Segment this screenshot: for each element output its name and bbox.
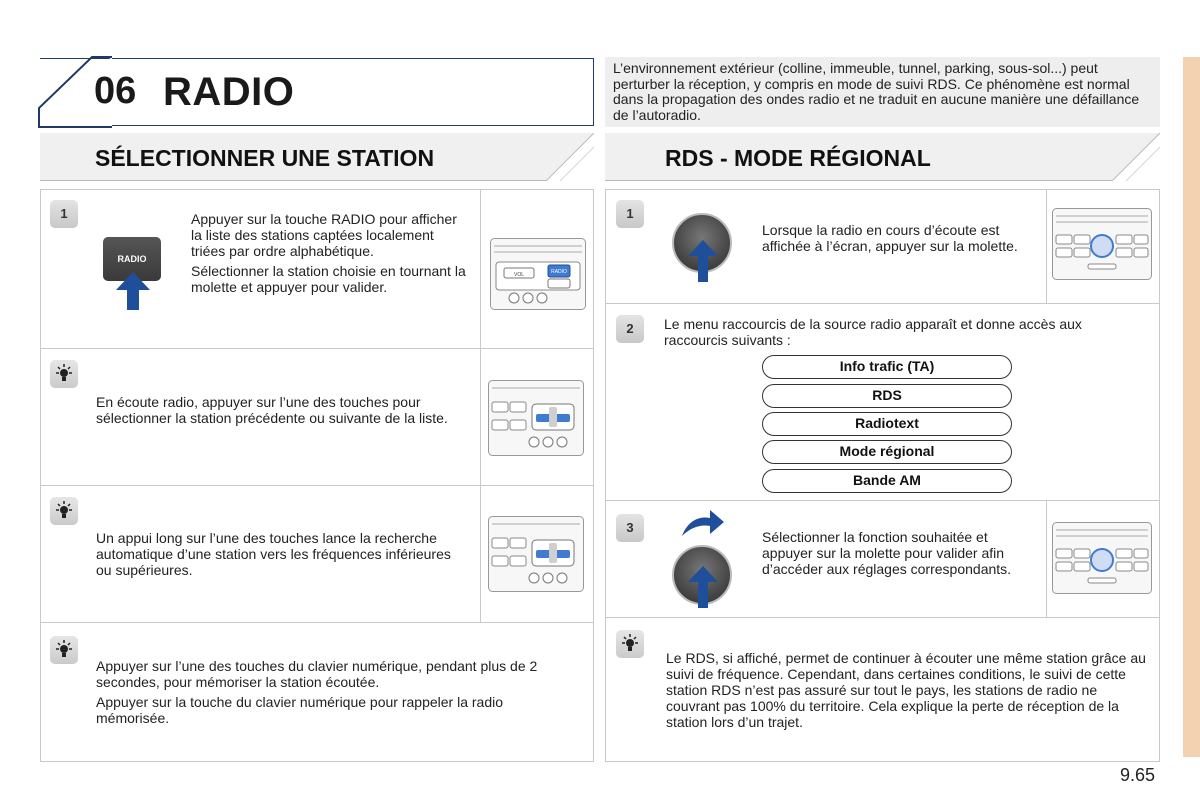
right-step-3-text: Sélectionner la fonction souhaitée et appuyer sur la molette pour valider afin d’accéder aux réglages correspondants. — [762, 529, 1012, 577]
press-arrow-icon — [688, 240, 718, 282]
seek-buttons-image — [488, 516, 584, 592]
left-step-1-para-1: Appuyer sur la touche RADIO pour afficher la liste des stations captées localement triées par ordre alphabétique. — [191, 211, 457, 259]
right-tip-text: Le RDS, si affiché, permet de continuer à écouter une même station grâce au suivi de fréquence. Cependant, dans certaines conditions, le suivi de cette station RDS n’est pas assuré sur tout le pays, les stations de radio ne couvrant pas 100% du territoire. Cela explique la perte de réception de la station lors d’un trajet. — [666, 650, 1146, 730]
seek-buttons-image — [488, 380, 584, 456]
step-1-badge: 1 — [50, 200, 78, 228]
left-section-title: SÉLECTIONNER UNE STATION — [95, 145, 435, 171]
right-step-2-text: Le menu raccourcis de la source radio apparaît et donne accès aux raccourcis suivants : — [664, 316, 1082, 348]
radio-panel-image — [490, 238, 586, 310]
menu-item-bande-am[interactable]: Bande AM — [762, 469, 1012, 493]
lightbulb-icon — [50, 497, 78, 525]
lightbulb-icon — [50, 360, 78, 388]
divider — [40, 485, 594, 486]
radio-panel-image — [1052, 522, 1152, 594]
chapter-title: RADIO — [163, 70, 295, 114]
tip-badge — [50, 497, 78, 525]
lightbulb-icon — [616, 630, 644, 658]
divider — [40, 348, 594, 349]
menu-item-mode-regional[interactable]: Mode régional — [762, 440, 1012, 464]
left-tip-3-text — [96, 658, 576, 726]
right-step-1-text: Lorsque la radio en cours d’écoute est affichée à l’écran, appuyer sur la molette. — [762, 222, 1018, 254]
divider — [605, 617, 1160, 618]
rotate-arrow-icon — [680, 508, 724, 538]
radio-key-label: RADIO — [117, 254, 147, 264]
menu-item-radiotext[interactable]: Radiotext — [762, 412, 1012, 436]
reception-note: L’environnement extérieur (colline, immeuble, tunnel, parking, sous-sol...) peut perturber la réception, y compris en mode de suivi RDS. Ce phénomène est normal dans la propagation des ondes radio et ne traduit en aucune manière une défaillance de l’autoradio. — [605, 57, 1160, 127]
left-tip-1-text: En écoute radio, appuyer sur l’une des touches pour sélectionner la station précédente ou suivante de la liste. — [96, 394, 448, 426]
menu-item-rds[interactable]: RDS — [762, 384, 1012, 408]
svg-text:RADIO: RADIO — [551, 269, 567, 275]
divider — [605, 303, 1160, 304]
left-tip-3-para-2: Appuyer sur la touche du clavier numérique pour rappeler la radio mémorisée. — [96, 694, 504, 726]
divider — [605, 500, 1160, 501]
right-section-header — [605, 133, 1160, 181]
left-panel-image-column-divider — [480, 189, 481, 622]
menu-item-info-trafic[interactable]: Info trafic (TA) — [762, 355, 1012, 379]
chapter-side-tab — [1183, 57, 1200, 757]
left-tip-3-para-1: Appuyer sur l’une des touches du clavier numérique, pendant plus de 2 secondes, pour mémoriser la station écoutée. — [96, 658, 538, 690]
section-corner-decoration — [524, 133, 594, 181]
tip-badge — [50, 636, 78, 664]
press-arrow-icon — [688, 566, 718, 608]
right-panel-image-column-divider — [1046, 189, 1047, 303]
divider — [40, 622, 594, 623]
step-3-badge: 3 — [616, 514, 644, 542]
step-1-badge: 1 — [616, 200, 644, 228]
tip-badge — [50, 360, 78, 388]
right-section-title: RDS - MODE RÉGIONAL — [665, 145, 931, 171]
section-corner-decoration — [1090, 133, 1160, 181]
tip-badge — [616, 630, 644, 658]
left-section-header — [40, 133, 594, 181]
radio-panel-image — [1052, 208, 1152, 280]
left-tip-2-text: Un appui long sur l’une des touches lance la recherche automatique d’une station vers les fréquences inférieures ou supérieures. — [96, 530, 451, 578]
lightbulb-icon — [50, 636, 78, 664]
left-step-1-para-2: Sélectionner la station choisie en tournant la molette et appuyer pour valider. — [191, 263, 466, 295]
svg-text:VOL: VOL — [513, 272, 525, 278]
right-panel-image-column-divider — [1046, 500, 1047, 617]
page-number: 9.65 — [1120, 765, 1156, 785]
step-2-badge: 2 — [616, 315, 644, 343]
press-arrow-icon — [116, 272, 150, 310]
chapter-number: 06 — [94, 70, 137, 112]
left-step-1-text — [191, 211, 466, 295]
